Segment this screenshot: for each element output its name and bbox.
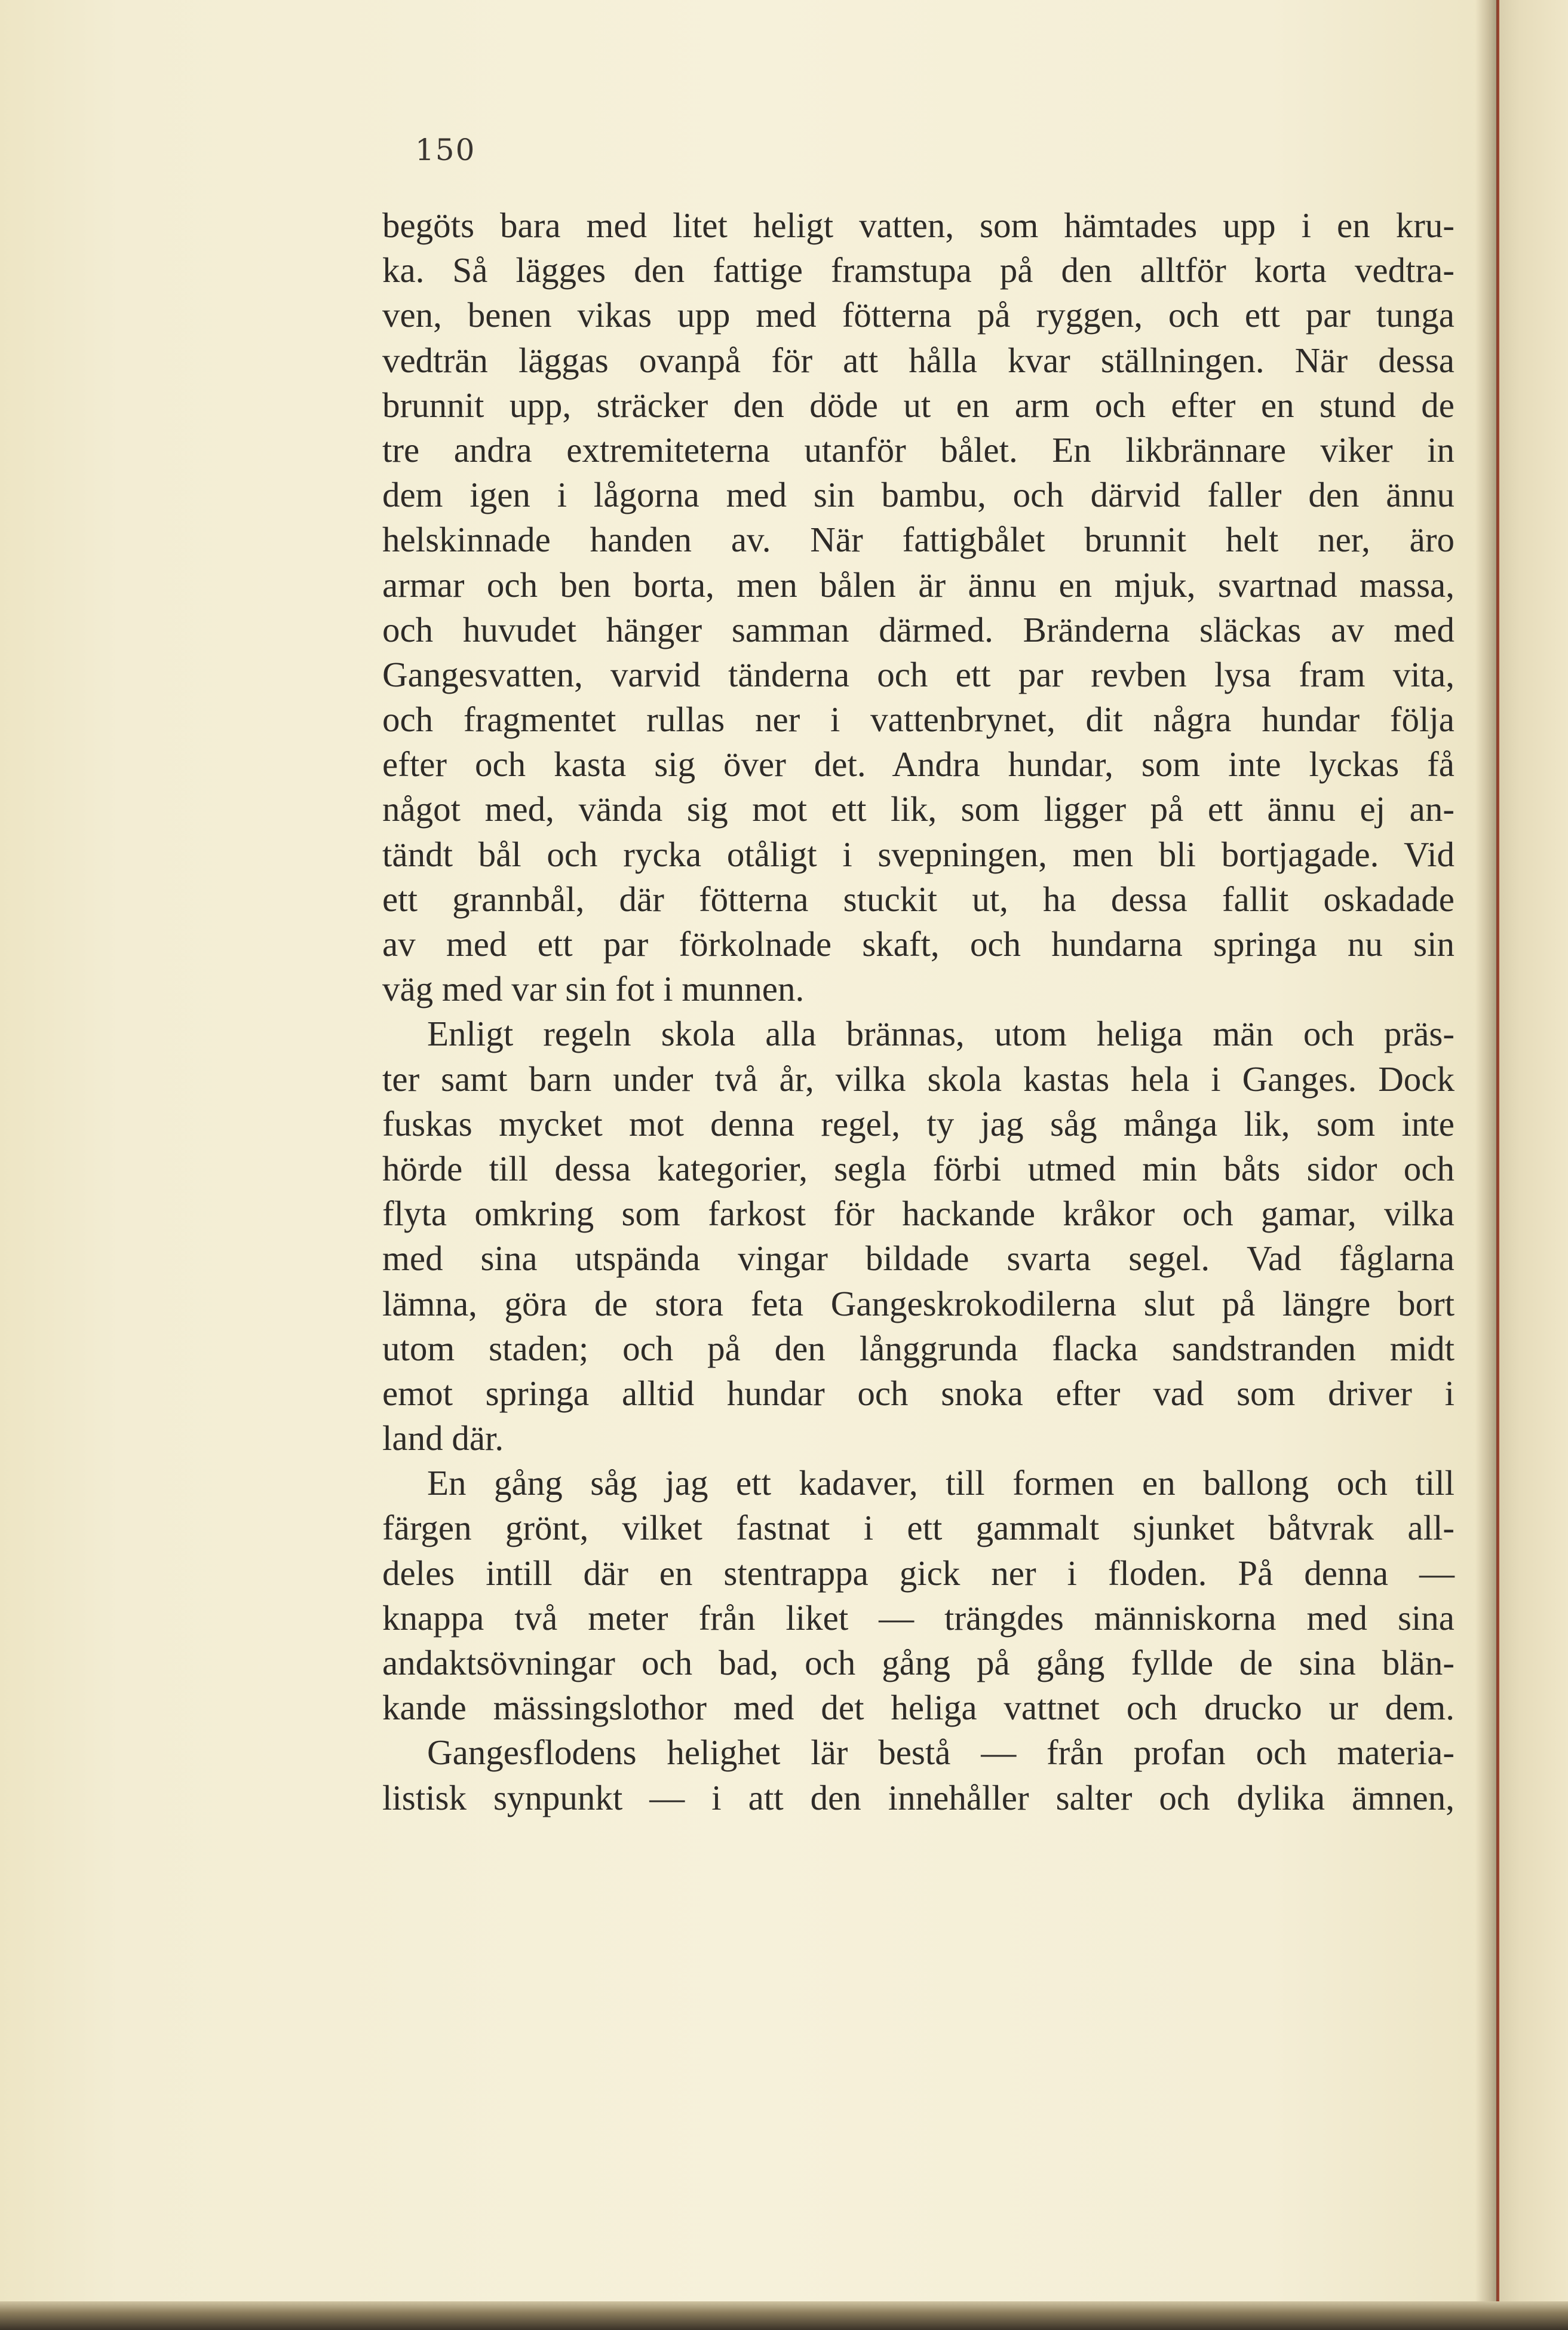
text-line: ka. Så lägges den fattige framstupa på den alltför korta vedtra-: [382, 250, 1455, 290]
text-line: knappa två meter från liket — trängdes människorna med sina: [382, 1598, 1455, 1638]
text-line: Gangesflodens helighet lär bestå — från profan och materia-: [427, 1733, 1455, 1773]
text-line: kande mässingslothor med det heliga vattnet och drucko ur dem.: [382, 1688, 1455, 1728]
text-line: Enligt regeln skola alla brännas, utom heliga män och präs-: [427, 1014, 1455, 1054]
text-line: listisk synpunkt — i att den innehåller salter och dylika ämnen,: [382, 1777, 1455, 1817]
text-line: ven, benen vikas upp med fötterna på ryggen, och ett par tunga: [382, 295, 1455, 335]
text-line: land där.: [382, 1418, 504, 1458]
text-line: En gång såg jag ett kadaver, till formen en ballong och till: [427, 1463, 1455, 1503]
text-line: vedträn läggas ovanpå för att hålla kvar ställningen. När dessa: [382, 340, 1455, 380]
text-line: begöts bara med litet heligt vatten, som hämtades upp i en kru-: [382, 206, 1455, 245]
text-line: brunnit upp, sträcker den döde ut en arm och efter en stund de: [382, 385, 1455, 425]
body-text: [382, 203, 1455, 1820]
text-line: ter samt barn under två år, vilka skola kastas hela i Ganges. Dock: [382, 1059, 1455, 1099]
text-line: tändt bål och rycka otåligt i svepningen, men bli bortjagade. Vid: [382, 834, 1455, 874]
text-line: andaktsövningar och bad, och gång på gång fyllde de sina blän-: [382, 1643, 1455, 1682]
text-line: efter och kasta sig över det. Andra hundar, som inte lyckas få: [382, 744, 1455, 784]
page-gutter-shadow: [1475, 0, 1499, 2330]
text-line: lämna, göra de stora feta Gangeskrokodilerna slut på längre bort: [382, 1283, 1455, 1323]
text-line: fuskas mycket mot denna regel, ty jag såg många lik, som inte: [382, 1103, 1455, 1143]
text-line: något med, vända sig mot ett lik, som ligger på ett ännu ej an-: [382, 789, 1455, 829]
text-line: med sina utspända vingar bildade svarta segel. Vad fåglarna: [382, 1238, 1455, 1279]
next-page-edge: [1499, 0, 1568, 2330]
text-line: dem igen i lågorna med sin bambu, och därvid faller den ännu: [382, 475, 1455, 515]
text-line: flyta omkring som farkost för hackande kråkor och gamar, vilka: [382, 1194, 1455, 1234]
text-line: hörde till dessa kategorier, segla förbi utmed min båts sidor och: [382, 1148, 1455, 1188]
text-line: Gangesvatten, varvid tänderna och ett par revben lysa fram vita,: [382, 654, 1455, 694]
text-line: färgen grönt, vilket fastnat i ett gammalt sjunket båtvrak all-: [382, 1508, 1455, 1548]
text-line: och huvudet hänger samman därmed. Bränderna släckas av med: [382, 609, 1455, 649]
text-line: väg med var sin fot i munnen.: [382, 969, 805, 1009]
text-line: ett grannbål, där fötterna stuckit ut, ha dessa fallit oskadade: [382, 879, 1455, 919]
text-line: emot springa alltid hundar och snoka efter vad som driver i: [382, 1373, 1455, 1413]
text-line: av med ett par förkolnade skaft, och hundarna springa nu sin: [382, 924, 1455, 964]
text-line: deles intill där en stentrappa gick ner i floden. På denna —: [382, 1553, 1455, 1593]
text-line: och fragmentet rullas ner i vattenbrynet, dit några hundar följa: [382, 700, 1455, 740]
text-line: armar och ben borta, men bålen är ännu en mjuk, svartnad massa,: [382, 565, 1455, 605]
scan-bottom-edge: [0, 2301, 1568, 2330]
text-line: utom staden; och på den långgrunda flacka sandstranden midt: [382, 1328, 1455, 1368]
text-line: helskinnade handen av. När fattigbålet brunnit helt ner, äro: [382, 520, 1455, 560]
text-line: tre andra extremiteterna utanför bålet. En likbrännare viker in: [382, 430, 1455, 470]
page-number: 150: [415, 133, 476, 167]
